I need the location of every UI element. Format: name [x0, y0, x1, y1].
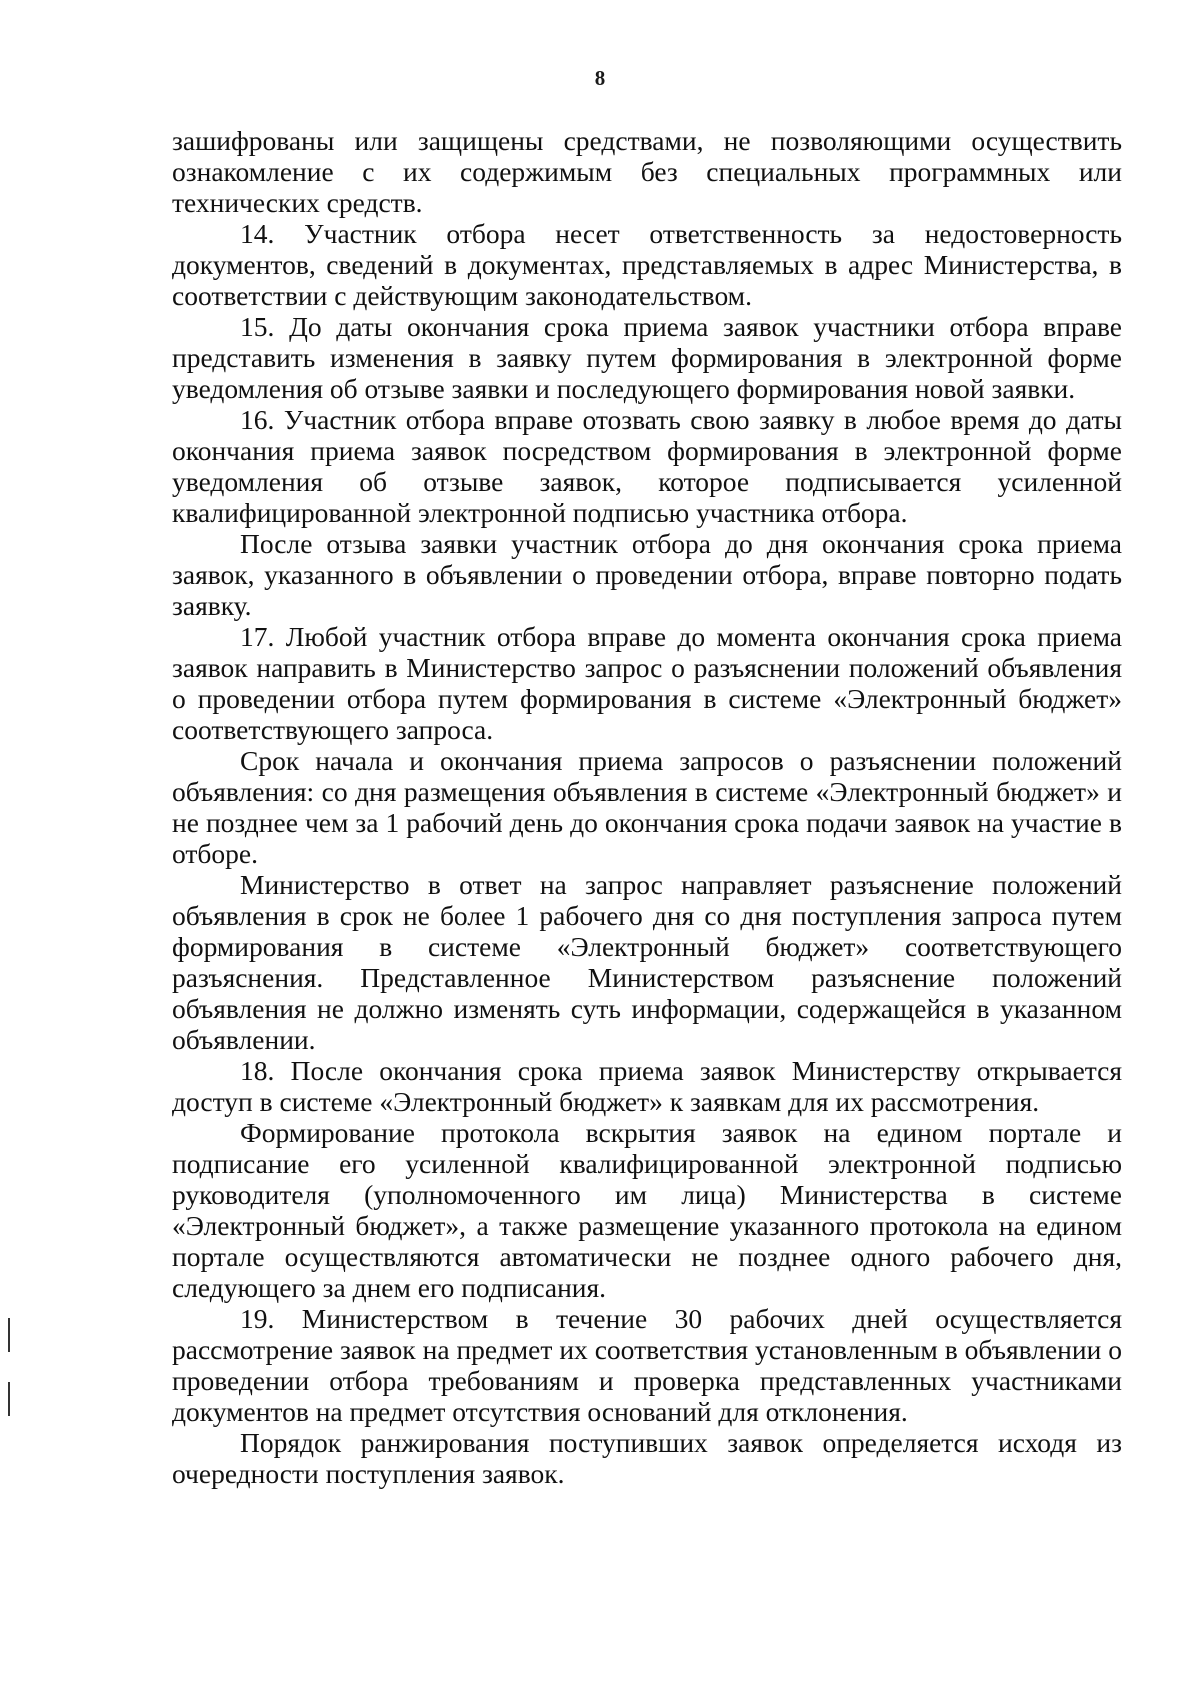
- paragraph-continuation: зашифрованы или защищены средствами, не позволяющими осуществить ознакомление с их содержимым без специальных программных или технических средств.: [172, 125, 1122, 218]
- paragraph-withdrawal-resubmit: После отзыва заявки участник отбора до дня окончания срока приема заявок, указанного в объявлении о проведении отбора, вправе повторно подать заявку.: [172, 528, 1122, 621]
- paragraph-item-18: 18. После окончания срока приема заявок Министерству открывается доступ в системе «Электронный бюджет» к заявкам для их рассмотрения.: [172, 1055, 1122, 1117]
- page-number: 8: [594, 66, 606, 90]
- paragraph-item-17: 17. Любой участник отбора вправе до момента окончания срока приема заявок направить в Министерство запрос о разъяснении положений объявления о проведении отбора путем формирования в системе «Электронный бюджет» соответствующего запроса.: [172, 621, 1122, 745]
- paragraph-item-19: 19. Министерством в течение 30 рабочих дней осуществляется рассмотрение заявок на предмет их соответствия установленным в объявлении о проведении отбора требованиям и проверка представленных участниками документов на предмет отсутствия оснований для отклонения.: [172, 1303, 1122, 1427]
- scan-edge-mark: [8, 1318, 10, 1352]
- paragraph-request-period: Срок начала и окончания приема запросов о разъяснении положений объявления: со дня размещения объявления в системе «Электронный бюджет» и не позднее чем за 1 рабочий день до окончания срока подачи заявок на участие в отборе.: [172, 745, 1122, 869]
- paragraph-item-16: 16. Участник отбора вправе отозвать свою заявку в любое время до даты окончания приема заявок посредством формирования в электронной форме уведомления об отзыве заявок, которое подписывается усиленной квалифицированной электронной подписью участника отбора.: [172, 404, 1122, 528]
- paragraph-protocol-formation: Формирование протокола вскрытия заявок на едином портале и подписание его усиленной квалифицированной электронной подписью руководителя (уполномоченного им лица) Министерства в системе «Электронный бюджет», а также размещение указанного протокола на едином портале осуществляются автоматически не позднее одного рабочего дня, следующего за днем его подписания.: [172, 1117, 1122, 1303]
- paragraph-item-15: 15. До даты окончания срока приема заявок участники отбора вправе представить изменения в заявку путем формирования в электронной форме уведомления об отзыве заявки и последующего формирования новой заявки.: [172, 311, 1122, 404]
- paragraph-item-14: 14. Участник отбора несет ответственность за недостоверность документов, сведений в документах, представляемых в адрес Министерства, в соответствии с действующим законодательством.: [172, 218, 1122, 311]
- paragraph-ministry-response: Министерство в ответ на запрос направляет разъяснение положений объявления в срок не более 1 рабочего дня со дня поступления запроса путем формирования в системе «Электронный бюджет» соответствующего разъяснения. Представленное Министерством разъяснение положений объявления не должно изменять суть информации, содержащейся в указанном объявлении.: [172, 869, 1122, 1055]
- scan-edge-mark: [8, 1382, 10, 1416]
- document-body: [172, 125, 1122, 1489]
- paragraph-ranking-order: Порядок ранжирования поступивших заявок определяется исходя из очередности поступления заявок.: [172, 1427, 1122, 1489]
